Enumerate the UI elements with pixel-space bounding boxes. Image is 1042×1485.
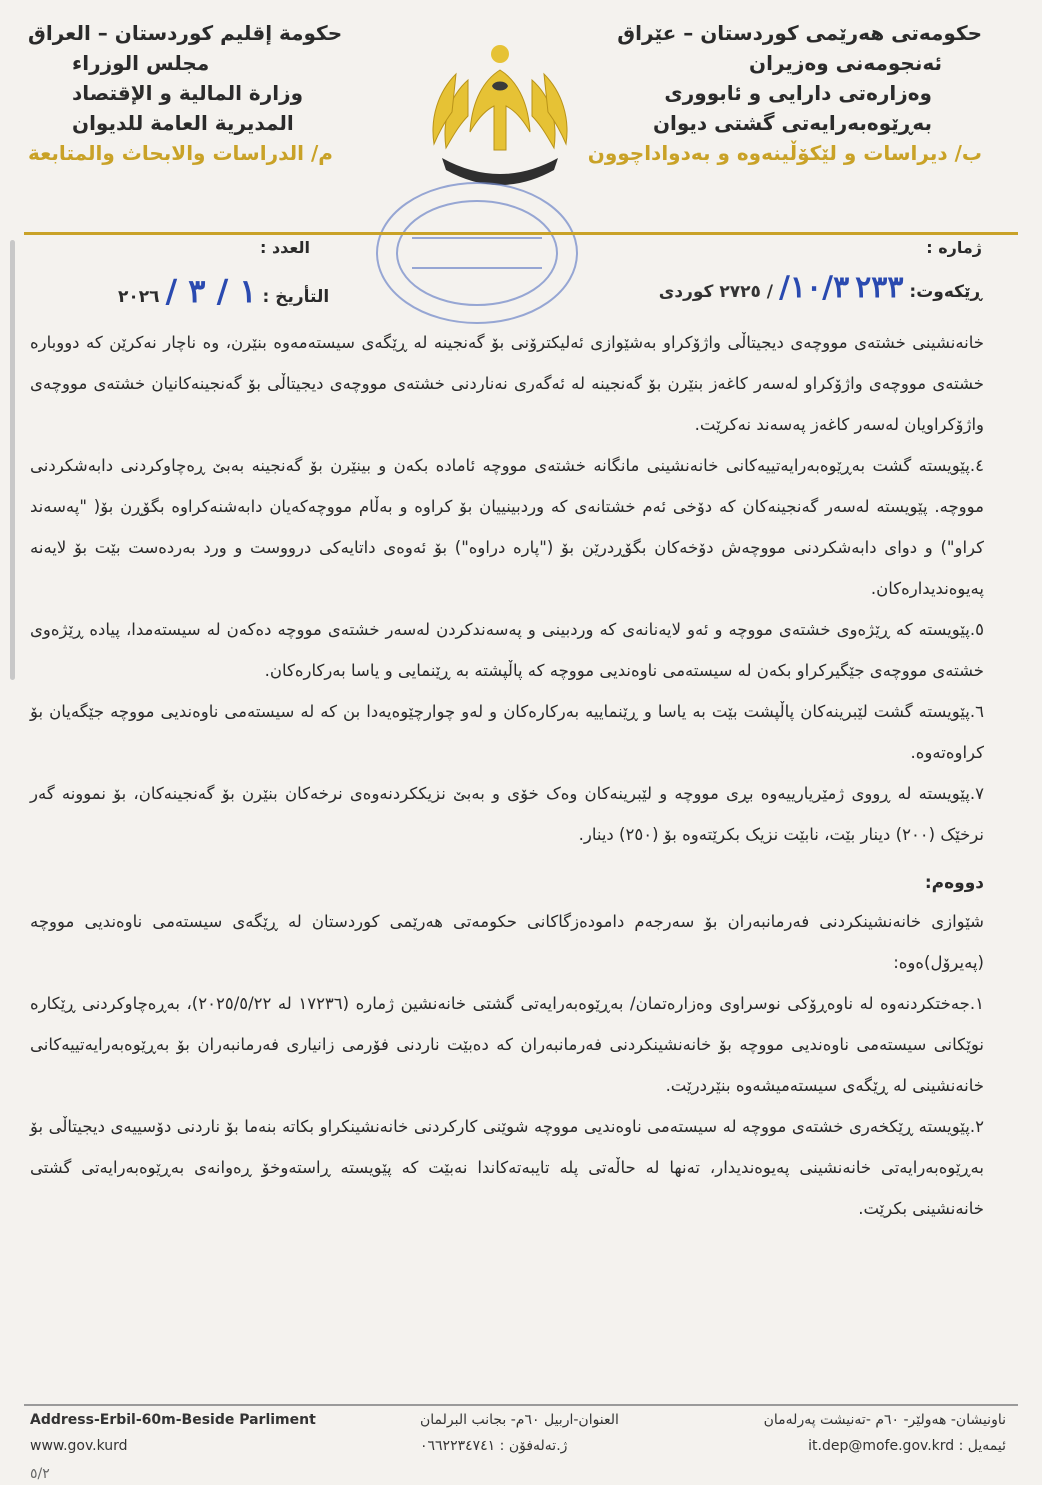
letterhead-kurdish xyxy=(587,18,982,168)
date-row-ku xyxy=(659,270,982,305)
number-label-ku: ژمارە : xyxy=(926,238,982,257)
ku-line-1: حکومەتی هەرێمی کوردستان – عێراق xyxy=(617,21,982,45)
kurdish-year: / ٢٧٢٥ کوردی xyxy=(658,282,774,302)
ar-line-2: مجلس الوزراء xyxy=(72,51,210,75)
ministry-stamp-icon xyxy=(372,178,582,328)
date-label-ku: ڕێکەوت: xyxy=(909,282,982,302)
ar-line-3: وزارة المالية و الإقتصاد xyxy=(72,81,304,105)
paragraph-item-5: ٥.پێویستە کە ڕێژەوی خشتەی مووچە و ئەو لایەنانەی کە وردبینی و پەسەندکردن لەسەر خشتەی مووچە دەکەن لە سیستەمدا، پیادە ڕێژەوی خشتەی مووچەی جێگیرکراو بکەن لە سیستەمی ناوەندیی مووچە کە پاڵپشتە بە ڕێنمایی و یاسا بەرکارەکان. xyxy=(30,620,984,680)
footer-website-link[interactable]: www.gov.kurd xyxy=(30,1438,128,1454)
ku-line-2: ئەنجومەنی وەزیران xyxy=(749,51,942,75)
footer-address-ar: العنوان-اربيل ٦٠م- بجانب البرلمان xyxy=(420,1412,619,1428)
ar-line-4: المديرية العامة للديوان xyxy=(72,111,294,135)
section-title: دووەم: xyxy=(924,873,984,893)
ar-department: م/ الدراسات والابحاث والمتابعة xyxy=(28,141,333,165)
footer-phone: ژ.تەلەفۆن : ٠٦٦٢٢٣٤٧٤١ xyxy=(420,1438,568,1454)
paragraph-item-6: ٦.پێویستە گشت لێبرینەکان پاڵپشت بێت بە یاسا و ڕێنماییە بەرکارەکان و لەو چوارچێوەیەدا بن کە لە سیستەمی ناوەندیی مووچە جێگەیان بۆ کراوەتەوە. xyxy=(30,702,984,762)
ku-department: ب/ دیراسات و لێکۆڵینەوە و بەدواداچوون xyxy=(587,141,982,165)
footer-address-ku: ناونیشان- هەولێر- ٦٠م -تەنیشت پەرلەمان xyxy=(763,1412,1006,1428)
footer-email-label: ئیمەیل : xyxy=(958,1438,1006,1454)
number-label-ar: العدد : xyxy=(260,238,310,257)
footer-email-row xyxy=(808,1438,1006,1454)
footer-divider xyxy=(24,1404,1018,1406)
handwritten-date: ١٠/٣/ xyxy=(778,270,850,305)
scrollbar[interactable] xyxy=(10,240,15,680)
paragraph-item-4: ٤.پێویستە گشت بەڕێوەبەرایەتییەکانی خانەنشینی مانگانە خشتەی مووچە ئامادە بکەن و بینێرن بۆ گەنجینە بەبێ ڕەچاوکردنی دابەشکردنی مووچە. پێویستە لەسەر گەنجینەکان کە دۆخی ئەم خشتانەی کە وردبینییان بۆ کراوە و بەڵام مووچەکەیان دابەشنەکراوە بگۆڕن بۆ( "پەسەند کراو") و دوای دابەشکردنی مووچەش دۆخەکان بگۆڕدرێن بۆ ("پارە دراوە") بۆ ئەوەی داتایەکی درووست و ورد بەردەست بێت بۆ لایەنە پەیوەندیدارەکان. xyxy=(30,456,984,598)
date-year-ar: ٢٠٢٦ xyxy=(118,287,160,307)
section-item-2: ٢.پێویستە ڕێکخەری خشتەی مووچە لە سیستەمی ناوەندیی مووچە شوێنی کارکردنی خانەنشینکراو بکاتە بنەما بۆ ناردنی دۆسییەی دیجیتاڵی بۆ بەڕێوەبەرایەتی خانەنشینی پەیوەندیدار، تەنها لە حاڵەتی پلە تایبەتەکاندا نەبێت کە پێویستە ڕاستەوخۆ ڕەوانەی بەڕێوەبەرایەتی گشتی خانەنشینی بکرێت. xyxy=(30,1117,984,1218)
date-label-ar: التأريخ : xyxy=(262,287,330,307)
kurdistan-eagle-emblem-icon xyxy=(420,40,580,200)
page-number: ٥/٢ xyxy=(30,1466,50,1482)
ku-line-3: وەزارەتی دارایی و ئابووری xyxy=(664,81,932,105)
date-row-ar xyxy=(118,272,329,310)
letter-body xyxy=(30,322,984,1229)
letterhead-arabic xyxy=(28,18,388,168)
handwritten-date-ar: ١ / ٣ / xyxy=(165,272,257,310)
paragraph-item-7: ٧.پێویستە لە ڕووی ژمێریارییەوە بڕی مووچە و لێبرینەکان وەک خۆی و بەبێ نزیککردنەوەی نرخەکان بنێرن بۆ گەنجینەکان، بۆ نموونە گەر نرخێک (٢٠٠) دینار بێت، نابێت نزیک بکرێتەوە بۆ (٢٥٠) دینار. xyxy=(30,784,984,844)
footer-email-link[interactable]: it.dep@mofe.gov.krd xyxy=(808,1438,955,1454)
section-intro: شێوازی خانەنشینکردنی فەرمانبەران بۆ سەرجەم دامودەزگاکانی حکومەتی هەرێمی کوردستان لە ڕێگەی سیستەمی ناوەندیی مووچە (پەیرۆل)ەوە: xyxy=(30,912,984,972)
header-divider xyxy=(24,232,1018,235)
footer-address-en: Address-Erbil-60m-Beside Parliment xyxy=(30,1412,316,1428)
paragraph-continuation: خانەنشینی خشتەی مووچەی دیجیتاڵی واژۆکراو بەشێوازی ئەلیکترۆنی بۆ گەنجینە لە ڕێگەی سیستەمەوە بنێرن، وە ناچار نەکرێن کە دووبارە خشتەی مووچەی واژۆکراو لەسەر کاغەز بنێرن بۆ گەنجینە لە ئەگەری نەناردنی خشتەی مووچەی دیجیتاڵی بۆ گەنجینەکانیان خشتەی مووچەی واژۆکراویان لەسەر کاغەز پەسەند نەکرێت. xyxy=(30,333,984,434)
ar-line-1: حكومة إقليم كوردستان – العراق xyxy=(28,21,343,45)
handwritten-number: ٢٣٣ xyxy=(855,270,904,305)
section-item-1: ١.جەختکردنەوە لە ناوەڕۆکی نوسراوی وەزارەتمان/ بەڕێوەبەرایەتی گشتی خانەنشین ژمارە (١٧٢٣٦ لە ٢٠٢٥/٥/٢٢)، بەڕەچاوکردنی ڕێکارە نوێکانی سیستەمی ناوەندیی مووچە بۆ خانەنشینکردنی فەرمانبەران کە دەبێت ناردنی فۆرمی زانیاری فەرمانبەران بۆ بەڕێوەبەرایەتییەکانی خانەنشینی لە ڕێگەی سیستەمیشەوە بنێردرێت. xyxy=(30,994,985,1095)
ku-line-4: بەڕێوەبەرایەتی گشتی دیوان xyxy=(652,111,932,135)
